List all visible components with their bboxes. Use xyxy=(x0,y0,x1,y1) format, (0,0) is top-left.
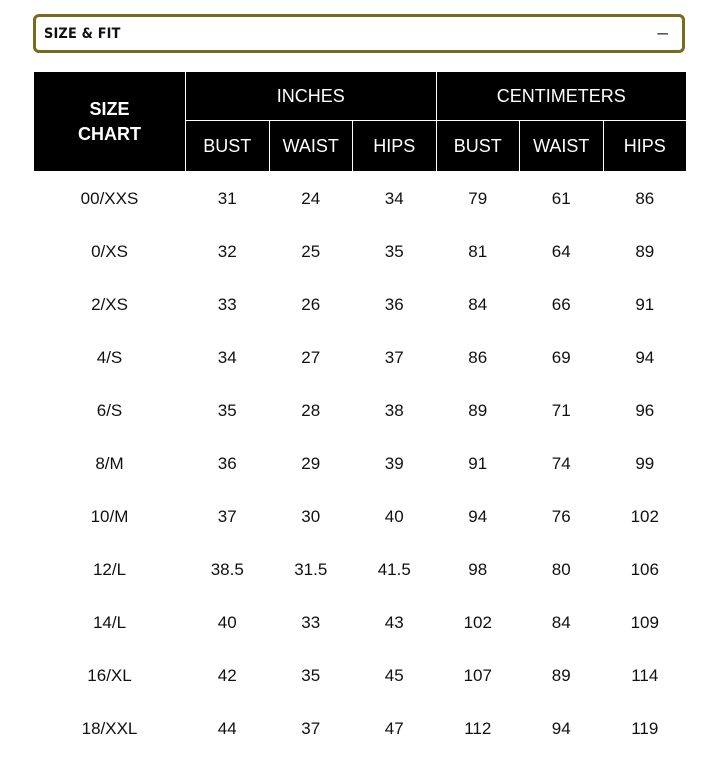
cell-inches-waist: 31.5 xyxy=(269,543,353,596)
cell-cm-waist: 74 xyxy=(520,437,604,490)
size-chart-table xyxy=(33,71,687,755)
cell-cm-bust: 102 xyxy=(436,596,520,649)
row-size-label: 10/M xyxy=(34,490,186,543)
minus-icon[interactable]: – xyxy=(657,23,668,44)
cell-cm-hips: 114 xyxy=(603,649,687,702)
size-and-fit-accordion-header[interactable] xyxy=(33,14,685,53)
row-size-label: 00/XXS xyxy=(34,172,186,226)
cell-inches-bust: 34 xyxy=(186,331,270,384)
cell-cm-bust: 91 xyxy=(436,437,520,490)
cell-cm-waist: 61 xyxy=(520,172,604,226)
subheader-inches-waist: WAIST xyxy=(269,121,353,172)
corner-header-line2: CHART xyxy=(78,123,141,144)
cell-inches-hips: 37 xyxy=(353,331,437,384)
cell-inches-bust: 44 xyxy=(186,702,270,755)
cell-inches-waist: 24 xyxy=(269,172,353,226)
cell-inches-waist: 25 xyxy=(269,225,353,278)
cell-cm-hips: 119 xyxy=(603,702,687,755)
cell-cm-waist: 80 xyxy=(520,543,604,596)
table-row xyxy=(34,543,687,596)
size-chart-head xyxy=(34,72,687,172)
cell-inches-waist: 30 xyxy=(269,490,353,543)
cell-inches-waist: 27 xyxy=(269,331,353,384)
table-row xyxy=(34,278,687,331)
row-size-label: 2/XS xyxy=(34,278,186,331)
cell-cm-waist: 71 xyxy=(520,384,604,437)
cell-inches-waist: 26 xyxy=(269,278,353,331)
subheader-inches-hips: HIPS xyxy=(353,121,437,172)
cell-inches-hips: 38 xyxy=(353,384,437,437)
cell-cm-hips: 109 xyxy=(603,596,687,649)
cell-inches-waist: 33 xyxy=(269,596,353,649)
group-header-inches: INCHES xyxy=(186,72,437,121)
cell-inches-bust: 33 xyxy=(186,278,270,331)
cell-cm-hips: 86 xyxy=(603,172,687,226)
cell-inches-bust: 35 xyxy=(186,384,270,437)
cell-inches-hips: 43 xyxy=(353,596,437,649)
cell-cm-bust: 94 xyxy=(436,490,520,543)
cell-cm-waist: 76 xyxy=(520,490,604,543)
table-header-group-row xyxy=(34,72,687,121)
cell-inches-waist: 28 xyxy=(269,384,353,437)
cell-cm-hips: 91 xyxy=(603,278,687,331)
cell-cm-waist: 66 xyxy=(520,278,604,331)
subheader-cm-bust: BUST xyxy=(436,121,520,172)
cell-inches-bust: 37 xyxy=(186,490,270,543)
cell-inches-waist: 35 xyxy=(269,649,353,702)
cell-inches-hips: 47 xyxy=(353,702,437,755)
subheader-cm-waist: WAIST xyxy=(520,121,604,172)
cell-cm-bust: 79 xyxy=(436,172,520,226)
table-row xyxy=(34,172,687,226)
cell-cm-bust: 86 xyxy=(436,331,520,384)
group-header-centimeters: CENTIMETERS xyxy=(436,72,687,121)
size-chart-corner-header xyxy=(34,72,186,172)
cell-cm-bust: 107 xyxy=(436,649,520,702)
table-row xyxy=(34,437,687,490)
row-size-label: 16/XL xyxy=(34,649,186,702)
subheader-cm-hips: HIPS xyxy=(603,121,687,172)
cell-cm-hips: 89 xyxy=(603,225,687,278)
cell-cm-waist: 94 xyxy=(520,702,604,755)
row-size-label: 4/S xyxy=(34,331,186,384)
table-row xyxy=(34,596,687,649)
cell-inches-bust: 40 xyxy=(186,596,270,649)
cell-cm-bust: 112 xyxy=(436,702,520,755)
cell-cm-waist: 69 xyxy=(520,331,604,384)
cell-cm-hips: 102 xyxy=(603,490,687,543)
cell-inches-hips: 41.5 xyxy=(353,543,437,596)
cell-inches-hips: 34 xyxy=(353,172,437,226)
cell-inches-bust: 31 xyxy=(186,172,270,226)
cell-cm-bust: 81 xyxy=(436,225,520,278)
cell-inches-hips: 39 xyxy=(353,437,437,490)
cell-cm-hips: 94 xyxy=(603,331,687,384)
cell-inches-waist: 29 xyxy=(269,437,353,490)
cell-cm-hips: 99 xyxy=(603,437,687,490)
table-row xyxy=(34,702,687,755)
corner-header-line1: SIZE xyxy=(89,99,130,120)
cell-cm-waist: 89 xyxy=(520,649,604,702)
row-size-label: 0/XS xyxy=(34,225,186,278)
cell-inches-hips: 36 xyxy=(353,278,437,331)
cell-cm-waist: 64 xyxy=(520,225,604,278)
cell-inches-bust: 32 xyxy=(186,225,270,278)
table-row xyxy=(34,331,687,384)
cell-cm-bust: 89 xyxy=(436,384,520,437)
table-row xyxy=(34,225,687,278)
cell-cm-waist: 84 xyxy=(520,596,604,649)
subheader-inches-bust: BUST xyxy=(186,121,270,172)
cell-inches-waist: 37 xyxy=(269,702,353,755)
table-row xyxy=(34,490,687,543)
cell-inches-bust: 36 xyxy=(186,437,270,490)
table-row xyxy=(34,649,687,702)
cell-inches-bust: 42 xyxy=(186,649,270,702)
cell-inches-hips: 45 xyxy=(353,649,437,702)
cell-cm-bust: 84 xyxy=(436,278,520,331)
table-row xyxy=(34,384,687,437)
row-size-label: 18/XXL xyxy=(34,702,186,755)
cell-inches-bust: 38.5 xyxy=(186,543,270,596)
cell-inches-hips: 40 xyxy=(353,490,437,543)
size-chart-container xyxy=(33,71,687,755)
row-size-label: 14/L xyxy=(34,596,186,649)
size-chart-body xyxy=(34,172,687,756)
cell-cm-hips: 106 xyxy=(603,543,687,596)
row-size-label: 8/M xyxy=(34,437,186,490)
cell-inches-hips: 35 xyxy=(353,225,437,278)
cell-cm-hips: 96 xyxy=(603,384,687,437)
cell-cm-bust: 98 xyxy=(436,543,520,596)
accordion-title: SIZE & FIT xyxy=(44,25,121,42)
row-size-label: 6/S xyxy=(34,384,186,437)
row-size-label: 12/L xyxy=(34,543,186,596)
